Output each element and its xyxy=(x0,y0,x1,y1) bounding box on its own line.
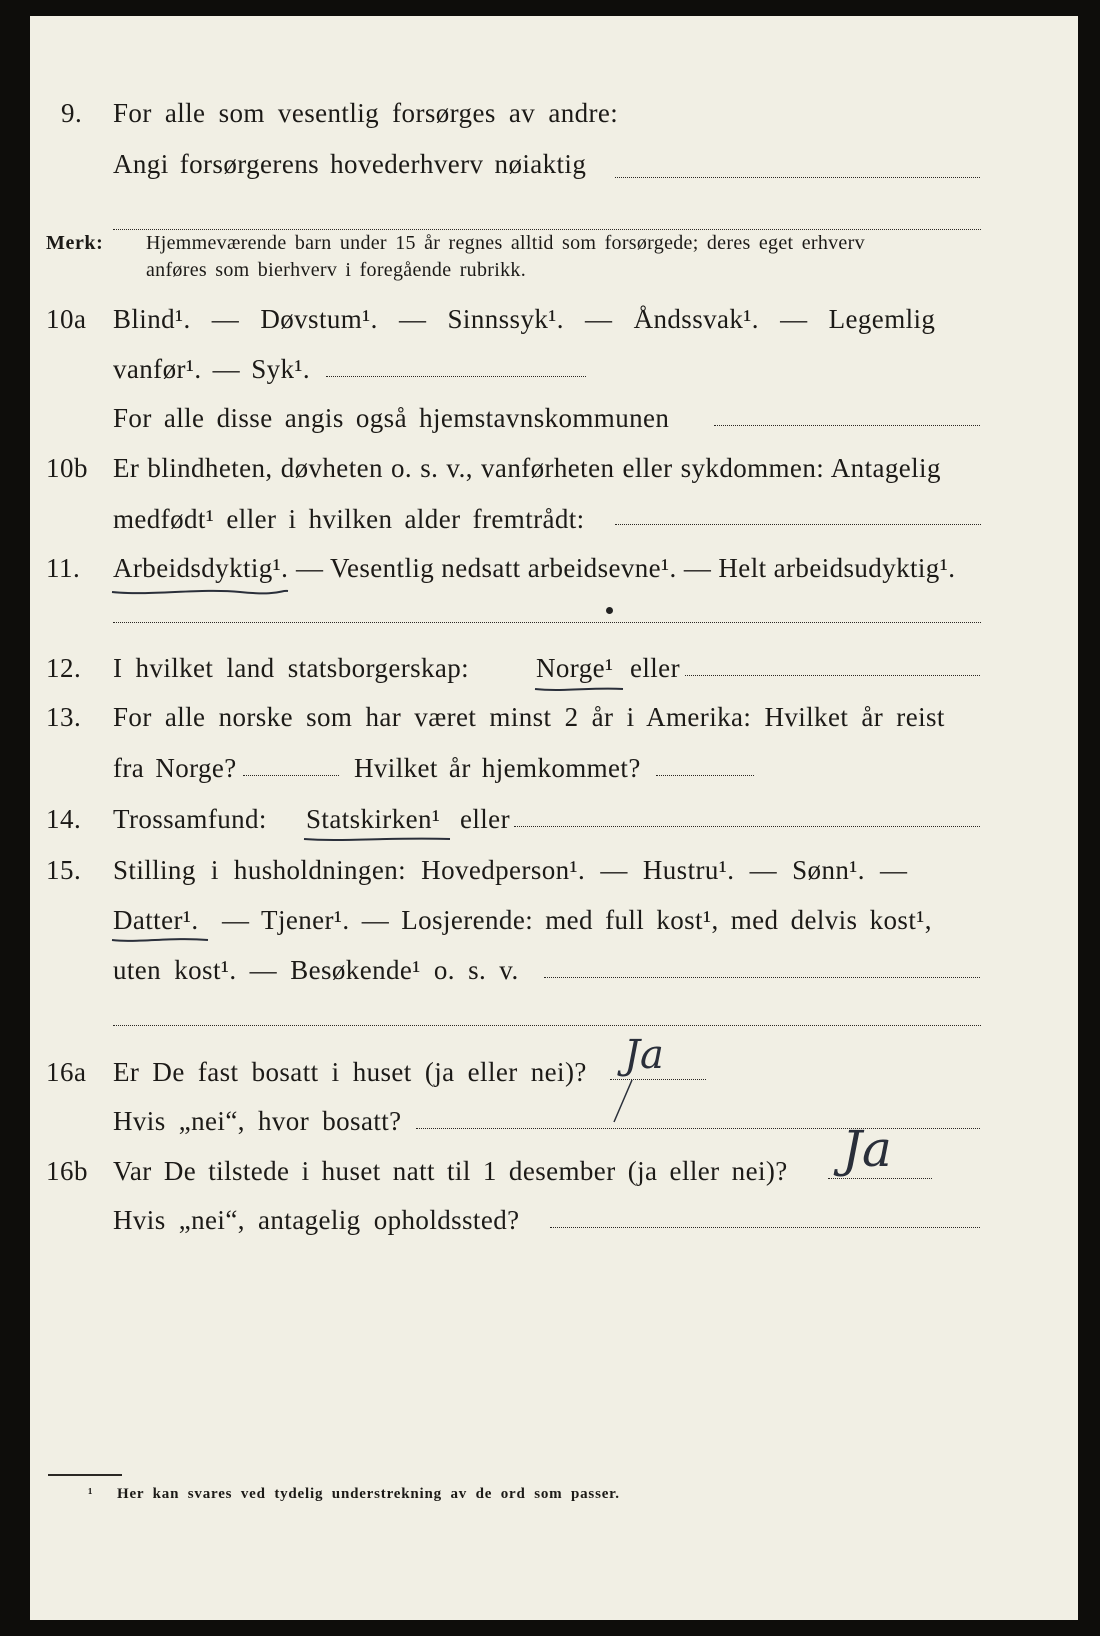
q16a-handwritten-answer: Ja xyxy=(624,1032,664,1078)
q16a-line2: Hvis „nei“, hvor bosatt? xyxy=(113,1106,402,1136)
q16a-number: 16a xyxy=(46,1057,87,1087)
q10b-answer-line[interactable] xyxy=(615,524,981,525)
q16b-line1: Var De tilstede i huset natt til 1 desember (ja eller nei)? xyxy=(113,1156,788,1186)
q10b-line1: Er blindheten, døvheten o. s. v., vanførheten eller sykdommen: Antagelig xyxy=(113,453,941,483)
q16b-opholdssted-line[interactable] xyxy=(550,1227,980,1228)
q12-prefix: I hvilket land statsborgerskap: xyxy=(113,653,470,683)
q14-number: 14. xyxy=(46,804,82,834)
q10a-line1: Blind¹. — Døvstum¹. — Sinnssyk¹. — Åndssvak¹. — Legemlig xyxy=(113,304,936,334)
q12-answer-line[interactable] xyxy=(685,675,980,676)
q10b-number: 10b xyxy=(46,453,88,483)
q9-answer-line[interactable] xyxy=(615,177,980,178)
q12-handwritten-underline xyxy=(533,684,625,694)
q13-hjemkommet-line[interactable] xyxy=(656,775,754,776)
q12-suffix: eller xyxy=(630,653,680,683)
q9-line2: Angi forsørgerens hovederhverv nøiaktig xyxy=(113,149,587,179)
q9-line1: For alle som vesentlig forsørges av andre: xyxy=(113,98,619,128)
q15-handwritten-underline xyxy=(110,934,210,946)
q13-part1: fra Norge? xyxy=(113,753,237,783)
q16a-bosatt-line[interactable] xyxy=(416,1128,980,1129)
merk-label: Merk: xyxy=(46,232,104,254)
q15-number: 15. xyxy=(46,855,82,885)
q16b-answer-line[interactable] xyxy=(828,1178,932,1179)
q14-suffix: eller xyxy=(460,804,510,834)
q9-separator xyxy=(113,229,981,230)
q16a-line1: Er De fast bosatt i huset (ja eller nei)? xyxy=(113,1057,587,1087)
q16b-handwritten-answer: Ja xyxy=(842,1120,892,1178)
q11-separator xyxy=(113,622,981,623)
q11-handwritten-underline xyxy=(110,584,290,598)
footnote-rule xyxy=(48,1474,122,1476)
merk-line2: anføres som bierhverv i foregående rubrikk. xyxy=(146,259,526,281)
q14-prefix: Trossamfund: xyxy=(113,804,267,834)
q13-reist-line[interactable] xyxy=(243,775,339,776)
q15-line3: uten kost¹. — Besøkende¹ o. s. v. xyxy=(113,955,519,985)
q14-option-statskirken[interactable]: Statskirken¹ xyxy=(306,804,441,834)
q12-number: 12. xyxy=(46,653,82,683)
q13-part2: Hvilket år hjemkommet? xyxy=(354,753,641,783)
q15-line1: Stilling i husholdningen: Hovedperson¹. — Hustru¹. — Sønn¹. — xyxy=(113,855,908,885)
q10a-line2: vanfør¹. — Syk¹. xyxy=(113,354,311,384)
q12-option-norge[interactable]: Norge¹ xyxy=(536,653,614,683)
q10b-line2: medfødt¹ eller i hvilken alder fremtrådt: xyxy=(113,504,585,534)
q10a-answer-line[interactable] xyxy=(326,376,586,377)
census-form-page xyxy=(30,16,1078,1620)
q16a-pen-stroke xyxy=(608,1078,638,1124)
q13-number: 13. xyxy=(46,702,82,732)
q10a-number: 10a xyxy=(46,304,87,334)
q15-answer-line[interactable] xyxy=(544,977,980,978)
q14-answer-line[interactable] xyxy=(514,826,980,827)
q11-rest: — Vesentlig nedsatt arbeidsevne¹. — Helt arbeidsudyktig¹. xyxy=(296,553,956,583)
ink-dot xyxy=(606,607,613,614)
q15-separator xyxy=(113,1025,981,1026)
q11-number: 11. xyxy=(46,553,81,583)
q15-line2-rest: — Tjener¹. — Losjerende: med full kost¹, med delvis kost¹, xyxy=(222,905,932,935)
merk-line1: Hjemmeværende barn under 15 år regnes alltid som forsørgede; deres eget erhverv xyxy=(146,232,865,254)
q16b-line2: Hvis „nei“, antagelig opholdssted? xyxy=(113,1205,520,1235)
q14-handwritten-underline xyxy=(302,834,452,844)
q9-number: 9. xyxy=(61,98,83,128)
q15-option-datter[interactable]: Datter¹. xyxy=(113,905,199,935)
footnote-mark: ¹ xyxy=(88,1486,94,1502)
q11-option-arbeidsdyktig[interactable]: Arbeidsdyktig¹. xyxy=(113,553,289,583)
q10a-hjemstavn-line[interactable] xyxy=(714,425,980,426)
q13-line1: For alle norske som har været minst 2 år i Amerika: Hvilket år reist xyxy=(113,702,945,732)
footnote-text: Her kan svares ved tydelig understrekning av de ord som passer. xyxy=(117,1486,620,1502)
q16b-number: 16b xyxy=(46,1156,88,1186)
q10a-line3: For alle disse angis også hjemstavnskommunen xyxy=(113,403,670,433)
